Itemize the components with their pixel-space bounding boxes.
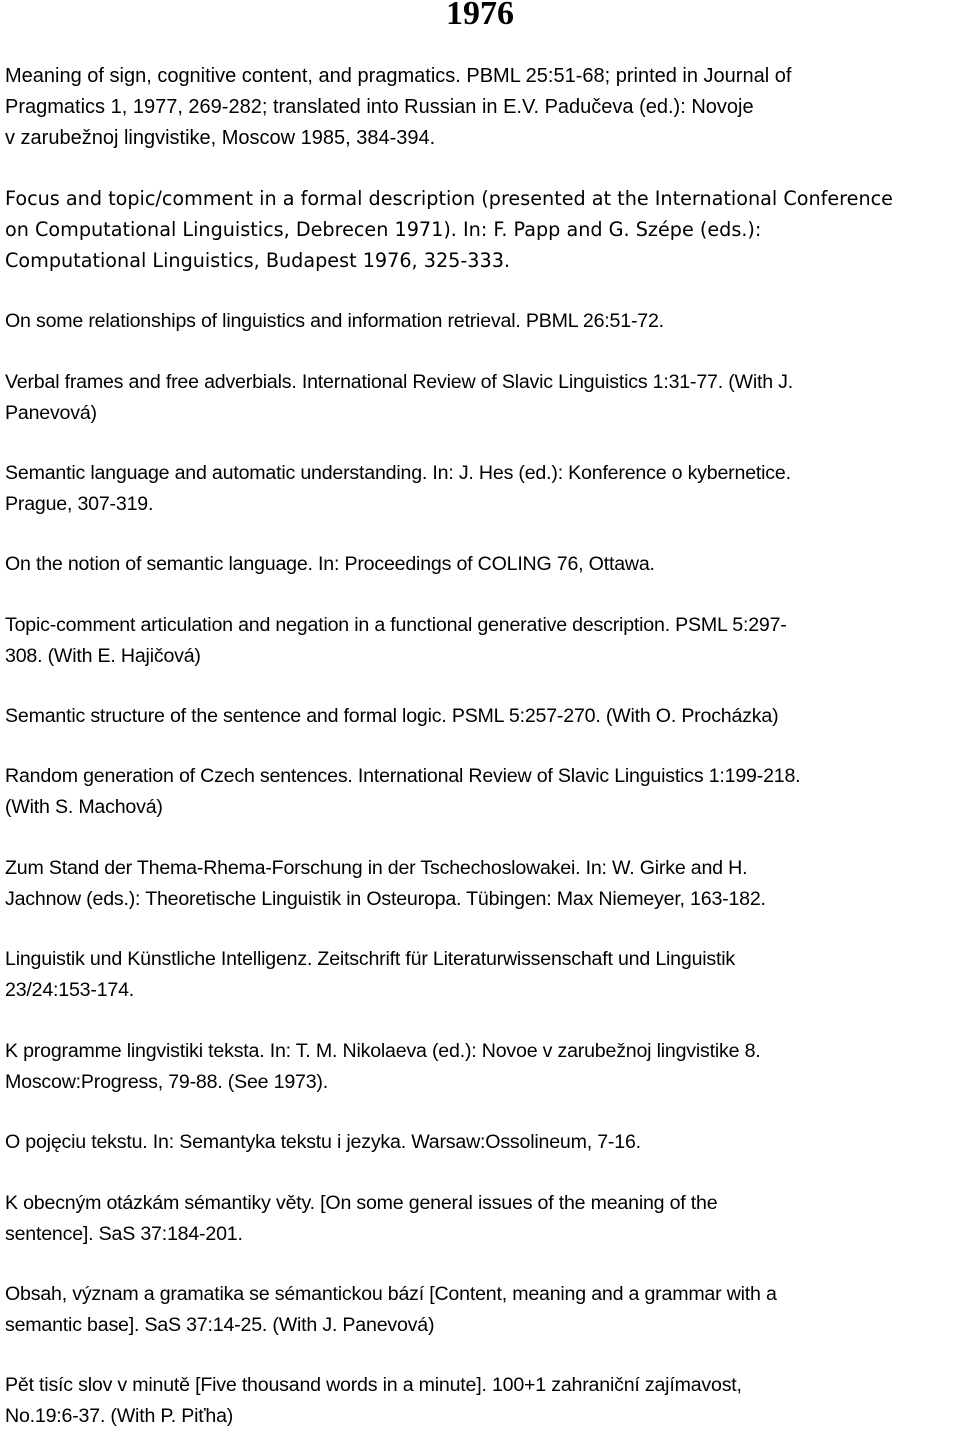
entry-line: semantic base]. SaS 37:14-25. (With J. Panevová) <box>5 1314 435 1336</box>
entry-line: Pět tisíc slov v minutě [Five thousand words in a minute]. 100+1 zahraniční zajímavost, <box>5 1374 742 1396</box>
bibliography-entry <box>5 1036 960 1098</box>
entry-line: (With S. Machová) <box>5 796 163 818</box>
bibliography-entry <box>5 458 960 520</box>
entry-line: Panevová) <box>5 402 97 424</box>
entry-line: No.19:6-37. (With P. Piťha) <box>5 1405 234 1427</box>
bibliography-entry <box>5 367 960 429</box>
entry-line: on Computational Linguistics, Debrecen 1971). In: F. Papp and G. Szépe (eds.): <box>5 218 762 241</box>
bibliography-entry <box>5 1127 960 1158</box>
entry-line: 308. (With E. Hajičová) <box>5 645 201 667</box>
year-heading: 1976 <box>446 0 514 32</box>
entry-line: Verbal frames and free adverbials. International Review of Slavic Linguistics 1:31-77. (With J. <box>5 371 793 393</box>
entry-line: Focus and topic/comment in a formal description (presented at the International Conference <box>5 187 893 210</box>
entry-line: K programme lingvistiki teksta. In: T. M. Nikolaeva (ed.): Novoe v zarubežnoj lingvistike 8. <box>5 1040 761 1062</box>
bibliography-entry <box>5 944 960 1006</box>
entry-line: sentence]. SaS 37:184-201. <box>5 1223 243 1245</box>
entry-line: On the notion of semantic language. In: Proceedings of COLING 76, Ottawa. <box>5 553 655 575</box>
entry-line: 23/24:153-174. <box>5 979 135 1001</box>
entry-line: Semantic language and automatic understanding. In: J. Hes (ed.): Konference o kybernetice. <box>5 462 791 484</box>
entry-line: Pragmatics 1, 1977, 269-282; translated into Russian in E.V. Padučeva (ed.): Novoje <box>5 96 754 118</box>
entry-line: Meaning of sign, cognitive content, and pragmatics. PBML 25:51-68; printed in Journal of <box>5 65 792 87</box>
entry-line: Semantic structure of the sentence and formal logic. PSML 5:257-270. (With O. Procházka) <box>5 705 779 727</box>
entry-line: Jachnow (eds.): Theoretische Linguistik in Osteuropa. Tübingen: Max Niemeyer, 163-182. <box>5 888 766 910</box>
entry-line: O pojęciu tekstu. In: Semantyka tekstu i jezyka. Warsaw:Ossolineum, 7-16. <box>5 1131 641 1153</box>
bibliography-entry <box>5 549 960 580</box>
bibliography-entry <box>5 61 960 154</box>
entry-line: Linguistik und Künstliche Intelligenz. Zeitschrift für Literaturwissenschaft und Linguistik <box>5 948 736 970</box>
bibliography-entry <box>5 853 960 915</box>
bibliography-entry <box>5 761 960 823</box>
entry-line: On some relationships of linguistics and information retrieval. PBML 26:51-72. <box>5 310 664 332</box>
entry-line: Zum Stand der Thema-Rhema-Forschung in der Tschechoslowakei. In: W. Girke and H. <box>5 857 748 879</box>
bibliography-entry <box>5 701 960 732</box>
entry-line: Prague, 307-319. <box>5 493 154 515</box>
bibliography-entry <box>5 610 960 672</box>
entry-line: Random generation of Czech sentences. International Review of Slavic Linguistics 1:199-218. <box>5 765 801 787</box>
entry-line: v zarubežnoj lingvistike, Moscow 1985, 384-394. <box>5 127 436 149</box>
bibliography-entry <box>5 306 960 337</box>
entry-line: Topic-comment articulation and negation in a functional generative description. PSML 5:297- <box>5 614 787 636</box>
bibliography-entry <box>5 1188 960 1250</box>
bibliography-entry <box>5 183 960 276</box>
entry-line: K obecným otázkám sémantiky věty. [On some general issues of the meaning of the <box>5 1192 718 1214</box>
bibliography-entry <box>5 1370 960 1432</box>
entry-line: Obsah, význam a gramatika se sémantickou bází [Content, meaning and a grammar with a <box>5 1283 777 1305</box>
bibliography-entry <box>5 1279 960 1341</box>
entry-line: Moscow:Progress, 79-88. (See 1973). <box>5 1071 328 1093</box>
entry-line: Computational Linguistics, Budapest 1976, 325-333. <box>5 249 511 272</box>
